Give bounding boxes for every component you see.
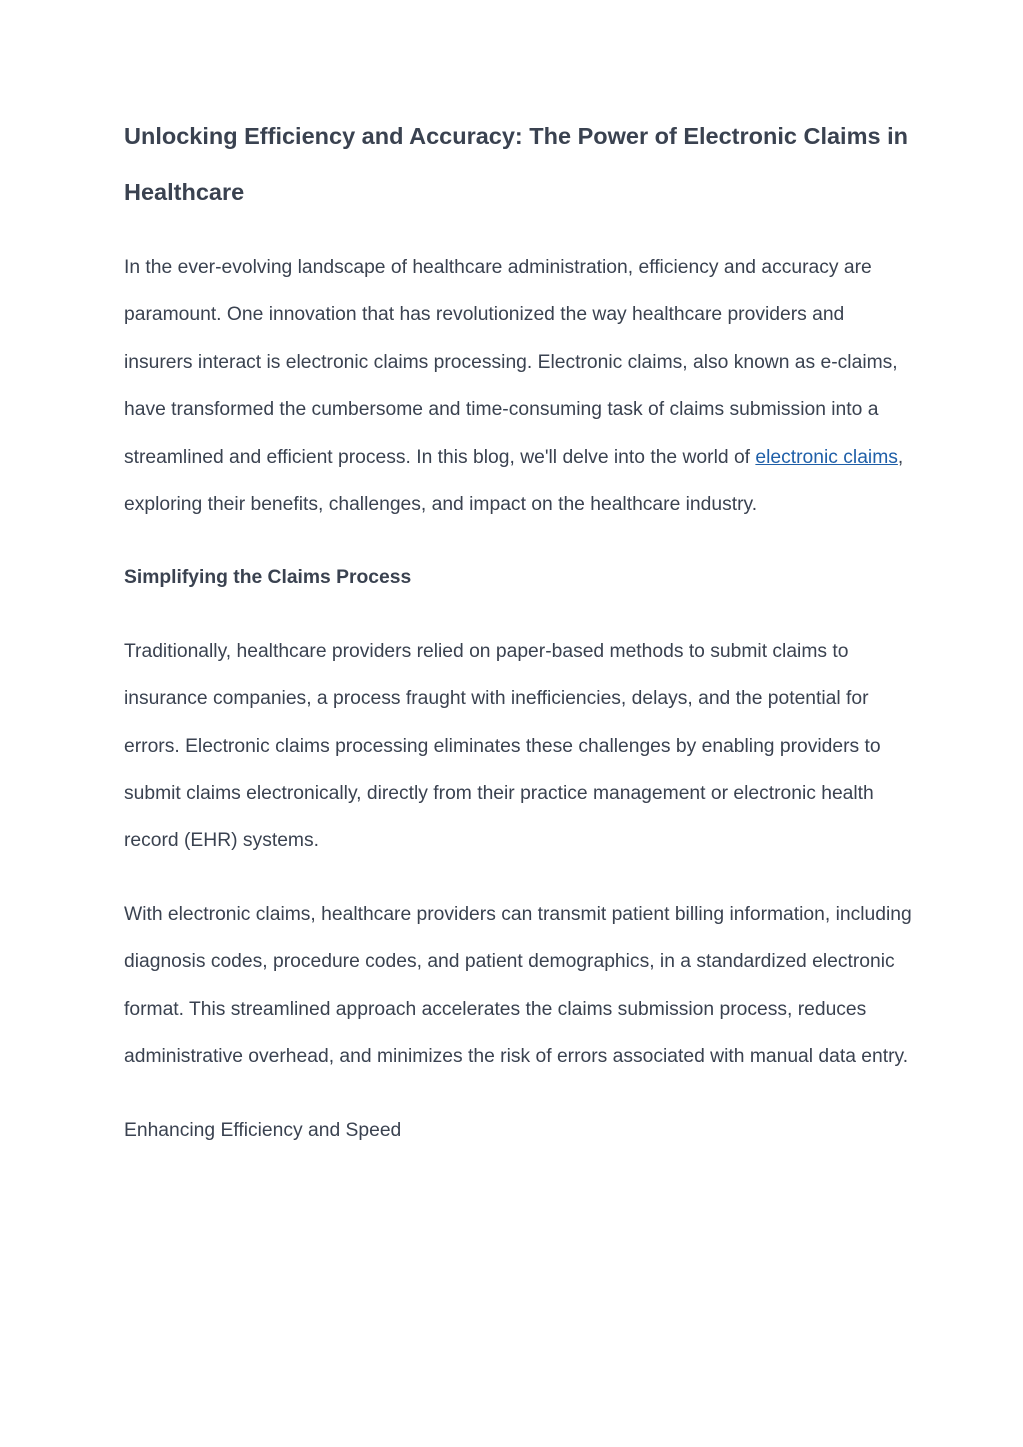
intro-text-after-link: , exploring their benefits, challenges, and impact on the healthcare industry. bbox=[124, 446, 904, 516]
section-heading-simplifying: Simplifying the Claims Process bbox=[124, 567, 412, 589]
article-body bbox=[124, 108, 914, 1154]
section1-paragraph-2: With electronic claims, healthcare providers can transmit patient billing information, including diagnosis codes, procedure codes, and patient demographics, in a standardized electronic format. This streamlined approach accelerates the claims submission process, reduces administrative overhead, and minimizes the risk of errors associated with manual data entry. bbox=[124, 903, 912, 1068]
intro-text-before-link: In the ever-evolving landscape of healthcare administration, efficiency and accuracy are paramount. One innovation that has revolutionized the way healthcare providers and insurers interact is electronic claims processing. Electronic claims, also known as e-claims, have transformed the cumbersome and time-consuming task of claims submission into a streamlined and efficient process. In this blog, we'll delve into the world of bbox=[124, 257, 898, 468]
electronic-claims-link[interactable]: electronic claims bbox=[755, 446, 898, 468]
section-heading-enhancing: Enhancing Efficiency and Speed bbox=[124, 1119, 402, 1141]
intro-paragraph bbox=[124, 244, 914, 528]
article-title: Unlocking Efficiency and Accuracy: The Power of Electronic Claims in Healthcare bbox=[124, 123, 908, 205]
section1-paragraph-1: Traditionally, healthcare providers relied on paper-based methods to submit claims to insurance companies, a process fraught with inefficiencies, delays, and the potential for errors. Electronic claims processing eliminates these challenges by enabling providers to submit claims electronically, directly from their practice management or electronic health record (EHR) systems. bbox=[124, 640, 881, 852]
